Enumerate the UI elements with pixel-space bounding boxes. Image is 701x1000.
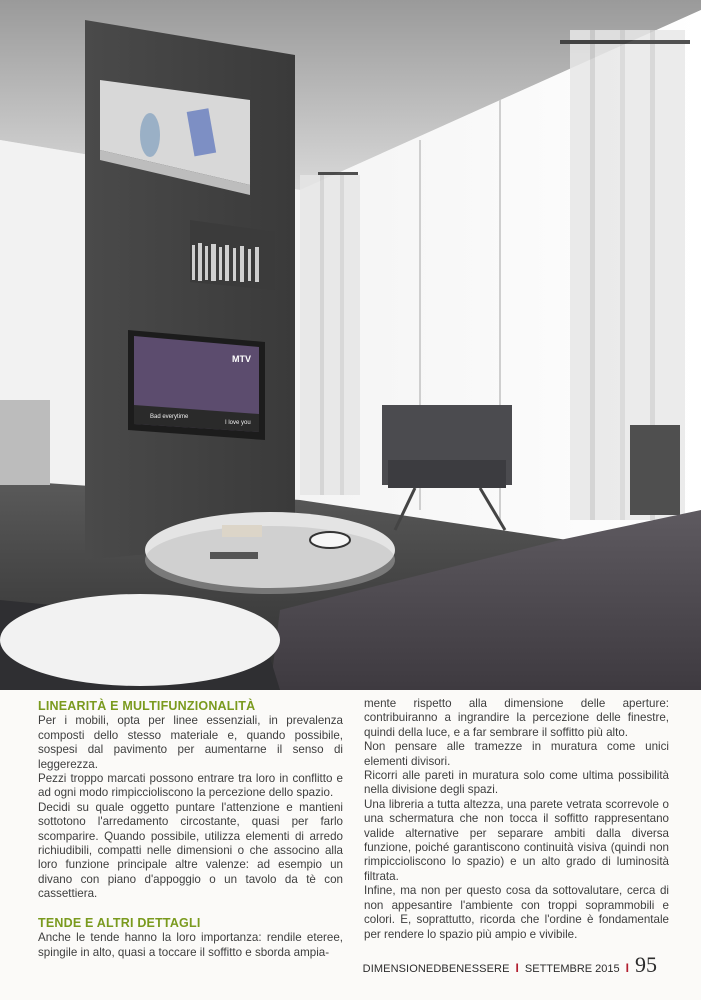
paragraph: Infine, ma non per questo cosa da sottovalutare, cerca di non appesantire l'ambiente con troppi soprammobili e colori. E, soprattutto, ricorda che l'ordine è fondamentale per rendere lo spazio più ampio e vivibile. — [364, 884, 669, 941]
tv-channel-logo: MTV — [232, 354, 251, 364]
issue-date: SETTEMBRE 2015 — [524, 963, 620, 975]
paragraph: Anche le tende hanno la loro importanza: rendile eteree, spingile in alto, quasi a toccare il soffitto e sborda ampia- — [38, 931, 343, 959]
article-body — [38, 697, 681, 959]
left-column — [38, 697, 343, 960]
paragraph: Per i mobili, opta per linee essenziali, in prevalenza composti dello stesso materiale e, quando possibile, sospesi dal pavimento per aumentarne il senso di leggerezza. — [38, 714, 343, 771]
paragraph: Decidi su quale oggetto puntare l'attenzione e mantieni sottotono l'arredamento circostante, quasi per farlo scomparire. Quando possibile, utilizza elementi di arredo richiudibili, compatti nelle dimensioni o che associno alla loro funzione principale altre valenze: ad esempio un divano con piano d'appoggio o un tavolo da tè con cassettiera. — [38, 800, 343, 901]
divider-unit — [85, 20, 295, 560]
paragraph: Pezzi troppo marcati possono entrare tra loro in conflitto e ad ogni modo rimpiccioliscono la percezione dello spazio. — [38, 772, 343, 800]
tv-caption-right: I love you — [225, 420, 251, 426]
section-heading-tende: TENDE E ALTRI DETTAGLI — [38, 915, 201, 930]
paragraph: mente rispetto alla dimensione delle aperture: contribuiranno a ingrandire la percezione delle finestre, quindi della luce, e a far sembrare il soffitto più alto. — [364, 697, 669, 739]
stool — [0, 400, 50, 485]
page-footer — [363, 952, 657, 982]
right-column — [364, 697, 669, 942]
paragraph: Una libreria a tutta altezza, una parete vetrata scorrevole o una schermatura che non tocca il soffitto rappresentano valide alternative per separare ambiti dalla diversa funzione, poiché garantiscono continuità visiva (quindi non rimpiccioliscono lo spazio) e un alto grado di luminosità filtrata. — [364, 797, 669, 883]
coffee-table — [145, 512, 395, 594]
side-cabinet — [630, 425, 680, 515]
footer-separator: I — [515, 961, 519, 975]
paragraph: Ricorri alle pareti in muratura solo come ultima possibilità nella divisione degli spazi. — [364, 769, 669, 797]
footer-separator: I — [625, 961, 629, 975]
paragraph: Non pensare alle tramezze in muratura come unici elementi divisori. — [364, 740, 669, 768]
tv-caption-left: Bad everytime — [150, 414, 189, 420]
page-number: 95 — [635, 952, 657, 977]
section-heading-linearita: LINEARITÀ E MULTIFUNZIONALITÀ — [38, 699, 256, 713]
magazine-name: DIMENSIONEDBENESSERE — [362, 963, 510, 975]
